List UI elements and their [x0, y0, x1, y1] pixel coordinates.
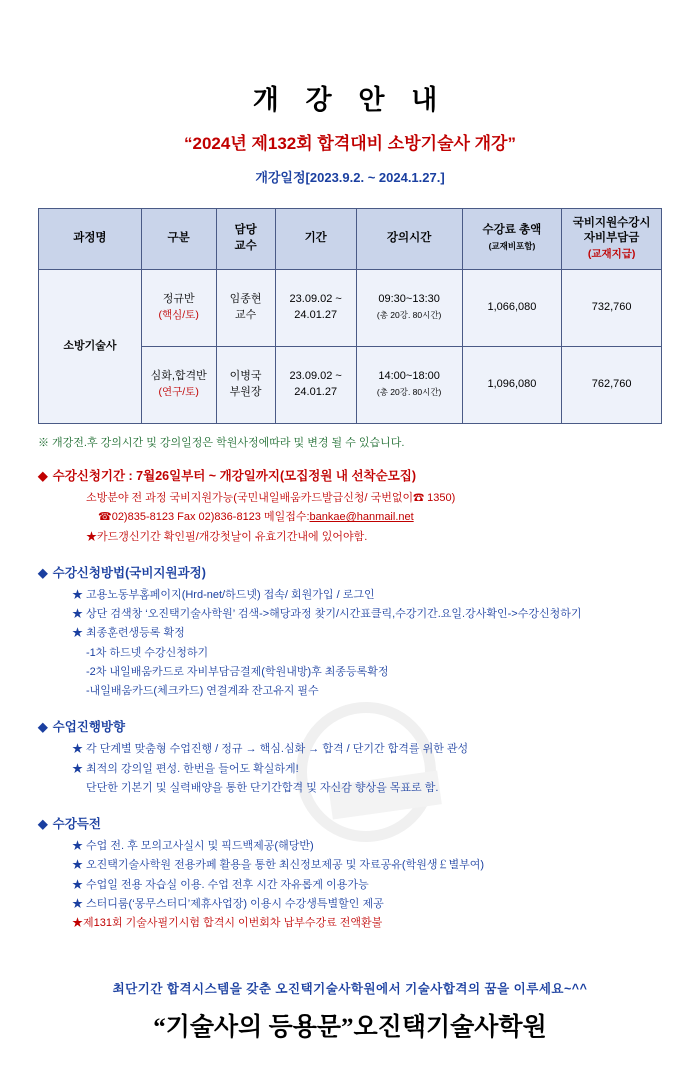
section-apply-method-title-text: 수강신청방법(국비지원과정) [52, 565, 206, 580]
cell-type-1 [141, 270, 216, 347]
list-item: ☎02)835-8123 Fax 02)836-8123 메일접수:bankae@hanmail.net [98, 511, 414, 524]
cell-time-2 [356, 347, 462, 424]
list-item: -내일배움카드(체크카드) 연결계좌 잔고유지 필수 [86, 685, 319, 697]
cell-professor-2: 이병국 부원장 [216, 347, 275, 424]
diamond-icon: ◆ [38, 469, 48, 483]
section-class-direction [38, 717, 662, 798]
section-apply-method [38, 563, 662, 702]
section-class-direction-lines [72, 740, 662, 798]
section-apply-period-lines [72, 489, 662, 547]
cell-total-fee-2: 1,096,080 [462, 347, 562, 424]
cell-course-name: 소방기술사 [39, 270, 142, 424]
cell-type-sub-1: (핵심/토) [158, 309, 199, 321]
section-apply-method-lines [72, 586, 662, 702]
diamond-icon: ◆ [38, 817, 48, 831]
th-course-name [39, 209, 142, 270]
section-benefits-title [38, 814, 662, 832]
section-benefits-title-text: 수강득전 [52, 817, 101, 831]
table-note: ※ 개강전.후 강의시간 및 강의일정은 학원사정에따라 및 변경 될 수 있습니다. [38, 437, 405, 449]
th-period [275, 209, 356, 270]
list-item: -2차 내일배움카드로 자비부담금결제(학원내방)후 최종등록확정 [86, 665, 389, 678]
footer-tagline: 최단기간 합격시스템을 갖춘 오진택기술사학원에서 기술사합격의 꿈을 이루세요~^^ [112, 982, 588, 996]
section-apply-period-title [38, 466, 662, 484]
list-item: ★카드갱신기간 확인필/개강첫날이 유효기간내에 있어야함. [86, 530, 368, 543]
diamond-icon: ◆ [38, 565, 48, 580]
cell-type-sub-2: (연구/토) [158, 386, 199, 398]
list-item: ★ 스터디룸(‘몽무스터디’제휴사업장) 이용시 수강생특별할인 제공 [72, 897, 384, 910]
table-row [39, 270, 662, 347]
cell-time-main-2: 14:00~18:00 [378, 370, 440, 383]
th-period-label: 기간 [304, 232, 327, 245]
list-item: ★ 수업 전. 후 모의고사실시 및 픽드백제공(해당반) [72, 840, 314, 852]
cell-professor-1: 임종현 교수 [216, 270, 275, 347]
list-item: ★ 고용노동부홈페이지(Hrd-net/하드넷) 접속/ 회원가입 / 로그인 [72, 588, 375, 601]
page-title: 개 강 안 내 [252, 85, 448, 115]
schedule-period: 개강일정[2023.9.2. ~ 2024.1.27.] [255, 170, 445, 185]
cell-time-sub-1: (총 20강. 80시간) [376, 310, 442, 320]
th-course-name-label: 과정명 [73, 232, 107, 245]
footer-brand: “기술사의 등용문”오진택기술사학원 [153, 1014, 547, 1041]
section-class-direction-title [38, 717, 662, 735]
list-item: 단단한 기본기 및 실력배양을 통한 단기간합격 및 자신감 향상을 목표로 함. [86, 781, 439, 794]
cell-period-1: 23.09.02 ~ 24.01.27 [275, 270, 356, 347]
section-apply-period [38, 466, 662, 547]
th-type-label: 구분 [167, 232, 190, 245]
list-item: ★ 오진택기술사학원 전용카페 활용을 통한 최신정보제공 및 자료공유(학원생￡별부여) [72, 859, 485, 872]
cell-self-pay-1: 732,760 [562, 270, 662, 347]
cell-time-1 [356, 270, 462, 347]
cell-type-2 [141, 347, 216, 424]
th-total-fee: 수강료 총액 (교재비포함) [462, 209, 562, 270]
table-header-row [39, 209, 662, 270]
section-benefits-lines [72, 837, 662, 933]
list-item: ★ 최종훈련생등록 확정 [72, 627, 185, 640]
page-subtitle: “2024년 제132회 합격대비 소방기술사 개강” [184, 134, 516, 153]
diamond-icon: ◆ [38, 720, 48, 735]
list-item: ★ 최적의 강의일 편성. 한번을 들어도 확실하게! [72, 762, 299, 775]
course-table [38, 208, 662, 424]
list-item: ★ 각 단계별 맞춤형 수업진행 / 정규 → 핵심.심화 → 합격 / 단기간 합격를 위한 관성 [72, 743, 469, 756]
cell-self-pay-2: 762,760 [562, 347, 662, 424]
th-self-pay: 국비지원수강시 자비부담금 (교재지급) [562, 209, 662, 270]
section-apply-period-title-text: 수강신청기간 : 7월26일부터 ~ 개강일까지(모집정원 내 선착순모집) [52, 469, 416, 483]
list-item: -1차 하드넷 수강신청하기 [86, 646, 209, 659]
cell-time-main-1: 09:30~13:30 [378, 293, 440, 306]
th-type [141, 209, 216, 270]
section-benefits [38, 814, 662, 933]
th-professor: 담당 교수 [216, 209, 275, 270]
list-item: ★제131회 기술사필기시험 합격시 이번회차 납부수강료 전액환불 [72, 917, 383, 929]
section-class-direction-title-text: 수업진행방향 [52, 720, 126, 735]
th-self-pay-note: (교재지급) [587, 247, 636, 260]
th-total-fee-note: (교재비포함) [488, 241, 536, 251]
footer [0, 979, 700, 1043]
document-page [0, 78, 700, 1069]
cell-total-fee-1: 1,066,080 [462, 270, 562, 347]
cell-type-main-1: 정규반 [162, 293, 195, 306]
cell-time-sub-2: (총 20강. 80시간) [376, 387, 442, 397]
th-lecture-time [356, 209, 462, 270]
email-text: bankae@hanmail.net [309, 511, 414, 524]
course-table-wrapper [38, 208, 662, 424]
list-item: 소방분야 전 과정 국비지원가능(국민내일배움카드발급신청/ 국번없이☎ 1350) [86, 492, 456, 504]
list-item: ★ 상단 검색창 ‘오진택기술사학원’ 검색->해당과정 찾기/시간표클릭,수강기간.요일.강사확인->수강신청하기 [72, 608, 582, 620]
list-item: ★ 수업일 전용 자습실 이용. 수업 전후 시간 자유롭게 이용가능 [72, 878, 369, 891]
cell-type-main-2: 심화,합격반 [150, 370, 207, 383]
cell-period-2: 23.09.02 ~ 24.01.27 [275, 347, 356, 424]
section-apply-method-title [38, 563, 662, 581]
th-lecture-time-label: 강의시간 [386, 232, 432, 245]
